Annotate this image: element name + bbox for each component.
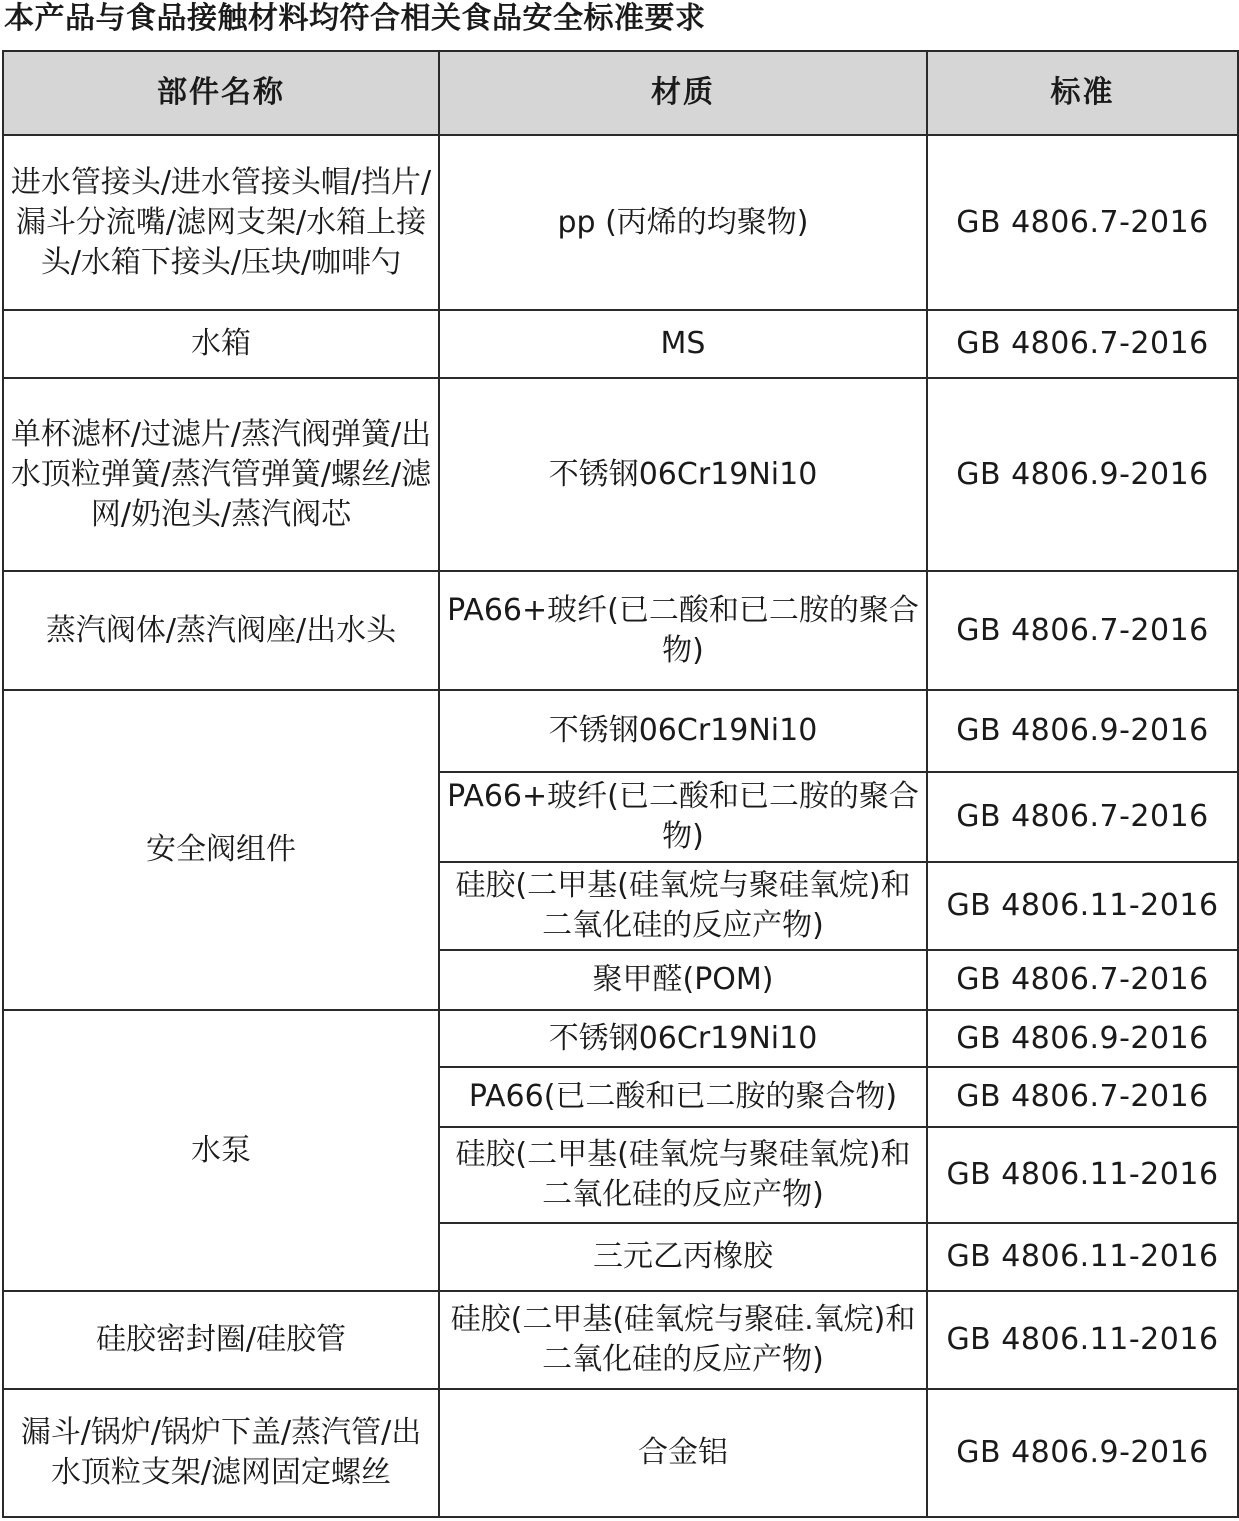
- table-row: [3, 1010, 1238, 1067]
- standard-cell: GB 4806.11-2016: [927, 1127, 1238, 1223]
- table-row: [3, 310, 1238, 378]
- part-cell: 水箱: [3, 310, 439, 378]
- header-standard: 标准: [927, 51, 1238, 135]
- part-cell-safety-valve: 安全阀组件: [3, 690, 439, 1010]
- standard-cell: GB 4806.11-2016: [927, 1223, 1238, 1291]
- material-cell: MS: [439, 310, 927, 378]
- standard-cell: GB 4806.7-2016: [927, 135, 1238, 310]
- standard-cell: GB 4806.7-2016: [927, 772, 1238, 862]
- header-material: 材质: [439, 51, 927, 135]
- standard-cell: GB 4806.11-2016: [927, 1291, 1238, 1389]
- part-cell: 漏斗/锅炉/锅炉下盖/蒸汽管/出水顶粒支架/滤网固定螺丝: [3, 1389, 439, 1517]
- table-row: [3, 1291, 1238, 1389]
- standard-cell: GB 4806.7-2016: [927, 310, 1238, 378]
- table-row: [3, 135, 1238, 310]
- material-cell: 不锈钢06Cr19Ni10: [439, 1010, 927, 1067]
- material-cell: PA66+玻纤(已二酸和已二胺的聚合物): [439, 772, 927, 862]
- standard-cell: GB 4806.9-2016: [927, 378, 1238, 571]
- part-cell: 单杯滤杯/过滤片/蒸汽阀弹簧/出水顶粒弹簧/蒸汽管弹簧/螺丝/滤网/奶泡头/蒸汽阀芯: [3, 378, 439, 571]
- page-title: 本产品与食品接触材料均符合相关食品安全标准要求: [4, 1, 706, 36]
- table-row: [3, 378, 1238, 571]
- material-cell: PA66(已二酸和已二胺的聚合物): [439, 1067, 927, 1127]
- standard-cell: GB 4806.9-2016: [927, 1389, 1238, 1517]
- standard-cell: GB 4806.9-2016: [927, 1010, 1238, 1067]
- part-cell: 蒸汽阀体/蒸汽阀座/出水头: [3, 571, 439, 690]
- standard-cell: GB 4806.9-2016: [927, 690, 1238, 772]
- part-cell: 进水管接头/进水管接头帽/挡片/漏斗分流嘴/滤网支架/水箱上接头/水箱下接头/压块/咖啡勺: [3, 135, 439, 310]
- standard-cell: GB 4806.7-2016: [927, 1067, 1238, 1127]
- table-header-row: [3, 51, 1238, 135]
- part-cell: 硅胶密封圈/硅胶管: [3, 1291, 439, 1389]
- material-cell: 聚甲醛(POM): [439, 950, 927, 1010]
- part-cell-water-pump: 水泵: [3, 1010, 439, 1291]
- materials-table: [2, 50, 1239, 1518]
- material-cell: 硅胶(二甲基(硅氧烷与聚硅.氧烷)和二氧化硅的反应产物): [439, 1291, 927, 1389]
- material-cell: 合金铝: [439, 1389, 927, 1517]
- table-row: [3, 690, 1238, 772]
- standard-cell: GB 4806.7-2016: [927, 950, 1238, 1010]
- material-cell: 硅胶(二甲基(硅氧烷与聚硅氧烷)和二氧化硅的反应产物): [439, 862, 927, 950]
- standard-cell: GB 4806.11-2016: [927, 862, 1238, 950]
- table-row: [3, 1389, 1238, 1517]
- header-part-name: 部件名称: [3, 51, 439, 135]
- material-cell: 不锈钢06Cr19Ni10: [439, 690, 927, 772]
- material-cell: 三元乙丙橡胶: [439, 1223, 927, 1291]
- material-cell: PA66+玻纤(已二酸和已二胺的聚合物): [439, 571, 927, 690]
- standard-cell: GB 4806.7-2016: [927, 571, 1238, 690]
- material-cell: pp (丙烯的均聚物): [439, 135, 927, 310]
- table-row: [3, 571, 1238, 690]
- material-cell: 硅胶(二甲基(硅氧烷与聚硅氧烷)和二氧化硅的反应产物): [439, 1127, 927, 1223]
- material-cell: 不锈钢06Cr19Ni10: [439, 378, 927, 571]
